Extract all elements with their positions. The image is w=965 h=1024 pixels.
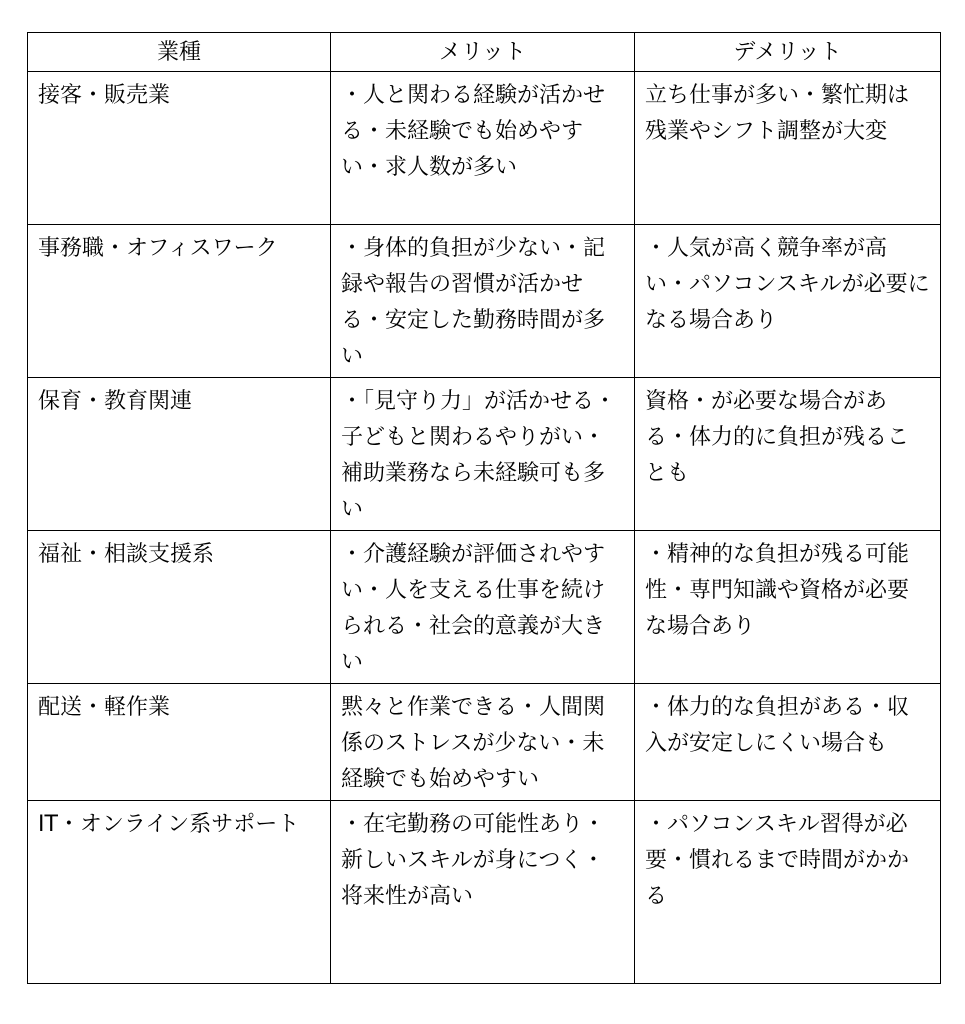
merit-cell: 黙々と作業できる・人間関係のストレスが少ない・未経験でも始めやすい xyxy=(331,684,635,801)
table-row xyxy=(28,684,941,801)
demerit-cell: 立ち仕事が多い・繁忙期は残業やシフト調整が大変 xyxy=(635,72,941,225)
table-row xyxy=(28,531,941,684)
table-header-row xyxy=(28,33,941,72)
demerit-cell: ・体力的な負担がある・収入が安定しにくい場合も xyxy=(635,684,941,801)
industry-cell: 接客・販売業 xyxy=(28,72,331,225)
merit-cell: ・「見守り力」が活かせる・子どもと関わるやりがい・補助業務なら未経験可も多い xyxy=(331,378,635,531)
merit-cell: ・在宅勤務の可能性あり・新しいスキルが身につく・将来性が高い xyxy=(331,801,635,984)
demerit-cell: ・人気が高く競争率が高い・パソコンスキルが必要になる場合あり xyxy=(635,225,941,378)
demerit-cell: ・パソコンスキル習得が必要・慣れるまで時間がかかる xyxy=(635,801,941,984)
industry-cell: 配送・軽作業 xyxy=(28,684,331,801)
demerit-cell: 資格・が必要な場合がある・体力的に負担が残ることも xyxy=(635,378,941,531)
merit-cell: ・介護経験が評価されやすい・人を支える仕事を続けられる・社会的意義が大きい xyxy=(331,531,635,684)
comparison-table xyxy=(27,32,941,984)
header-demerit: デメリット xyxy=(635,33,941,72)
merit-cell: ・人と関わる経験が活かせる・未経験でも始めやすい・求人数が多い xyxy=(331,72,635,225)
demerit-cell: ・精神的な負担が残る可能性・専門知識や資格が必要な場合あり xyxy=(635,531,941,684)
table-row xyxy=(28,72,941,225)
header-merit: メリット xyxy=(331,33,635,72)
table-row xyxy=(28,225,941,378)
table-row xyxy=(28,801,941,984)
industry-cell: 福祉・相談支援系 xyxy=(28,531,331,684)
table-row xyxy=(28,378,941,531)
industry-cell: 保育・教育関連 xyxy=(28,378,331,531)
merit-cell: ・身体的負担が少ない・記録や報告の習慣が活かせる・安定した勤務時間が多い xyxy=(331,225,635,378)
industry-cell: 事務職・オフィスワーク xyxy=(28,225,331,378)
header-industry: 業種 xyxy=(28,33,331,72)
industry-cell: IT・オンライン系サポート xyxy=(28,801,331,984)
